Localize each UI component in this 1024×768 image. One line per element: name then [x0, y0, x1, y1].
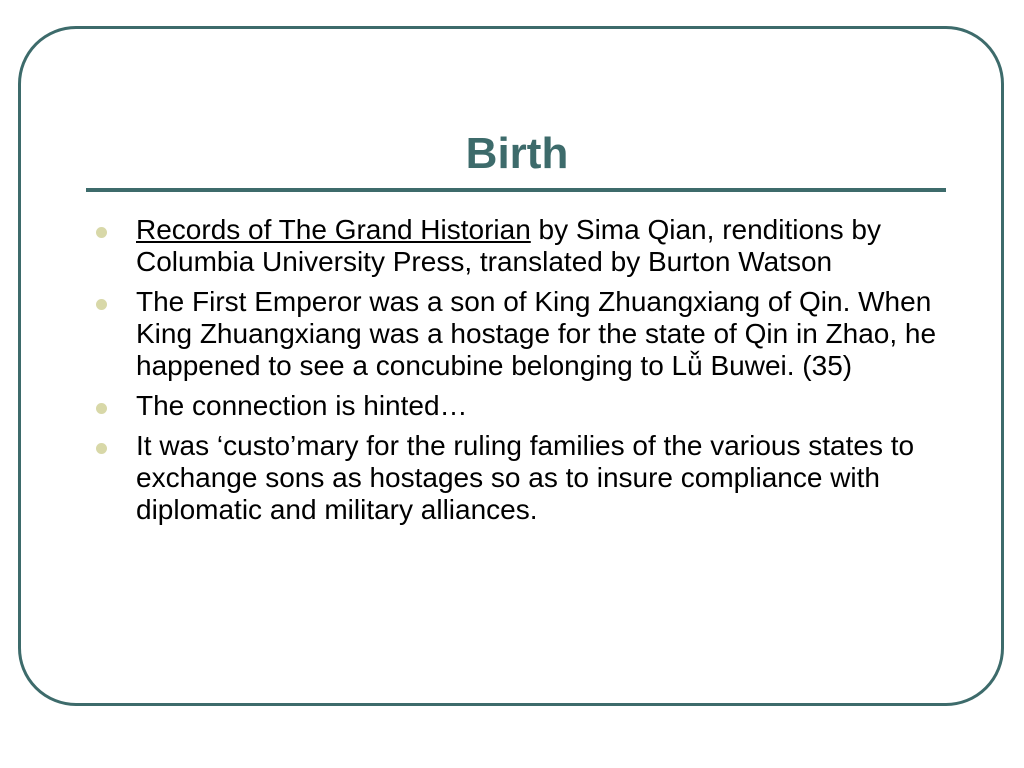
bullet-item-first-emperor — [96, 286, 946, 382]
bullet-text: The First Emperor was a son of King Zhuangxiang of Qin. When King Zhuangxiang was a hostage for the state of Qin in Zhao, he happened to see a concubine belonging to Lǚ Buwei. (35) — [136, 286, 937, 381]
bullet-text: by Sima Qian, renditions by Columbia University Press, translated by Burton Watson — [136, 214, 881, 277]
bullet-icon — [96, 443, 107, 454]
bullet-icon — [96, 299, 107, 310]
bullet-text: It was ‘custo’mary for the ruling families of the various states to exchange sons as hostages so as to insure compliance with diplomatic and military alliances. — [136, 430, 915, 525]
bullet-icon — [96, 227, 107, 238]
bullet-item-custom — [96, 430, 946, 526]
slide-title: Birth — [465, 129, 569, 178]
bullet-item-records — [96, 214, 946, 278]
title-divider — [86, 188, 946, 192]
bullet-list — [96, 214, 946, 534]
bullet-text: The connection is hinted… — [136, 390, 468, 421]
book-title: Records of The Grand Historian — [136, 214, 531, 245]
bullet-item-connection — [96, 390, 946, 422]
bullet-icon — [96, 403, 107, 414]
